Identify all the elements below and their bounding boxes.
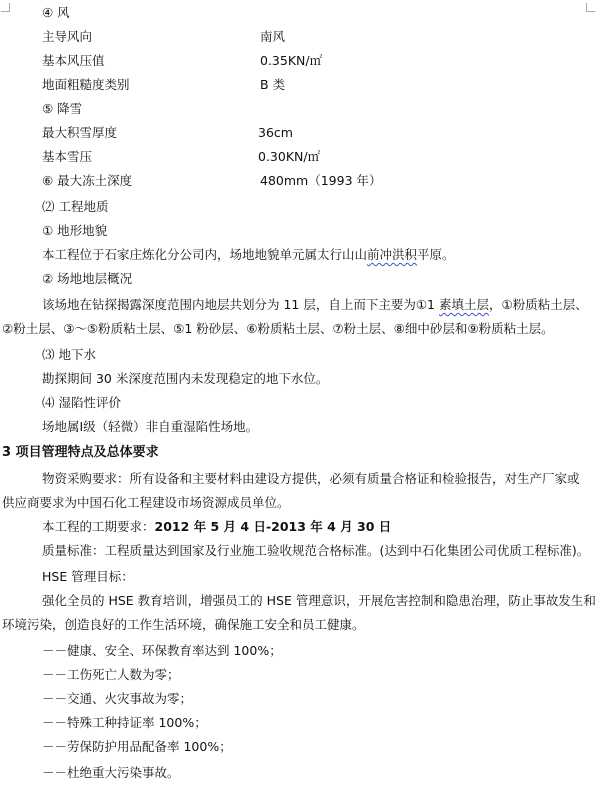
target-item	[0, 736, 598, 758]
snow-pressure-value: 0.30KN/㎡	[258, 149, 321, 164]
strata-text-flagged: 素填土层	[439, 297, 490, 312]
strata-line-1	[0, 294, 598, 316]
schedule-value: 2012 年 5 月 4 日-2013 年 4 月 30 日	[154, 519, 392, 534]
hse-text-2: 环境污染，创造良好的工作生活环境，确保施工安全和员工健康。	[2, 617, 365, 632]
snow-depth-label: 最大积雪厚度	[42, 125, 118, 140]
target-text: －－健康、安全、环保教育率达到 100%；	[42, 643, 282, 658]
target-item	[0, 688, 598, 710]
roughness-label: 地面粗糙度类别	[42, 77, 130, 92]
strata-line-2	[0, 318, 598, 340]
geology-heading-line	[0, 196, 598, 218]
target-text: －－交通、火灾事故为零；	[42, 691, 193, 706]
terrain-text-flagged: 前冲洪积	[367, 247, 418, 262]
wind-heading: ④ 风	[42, 5, 70, 20]
hse-line-2	[0, 614, 598, 636]
roughness-value: B 类	[260, 77, 286, 92]
collapsibility-heading-line	[0, 392, 598, 414]
wind-direction-label: 主导风向	[42, 29, 93, 44]
procurement-line-1	[0, 468, 598, 490]
collapsibility-text: 场地属Ⅰ级（轻微）非自重湿陷性场地。	[42, 419, 259, 434]
strata-heading: ② 场地地层概况	[42, 271, 133, 286]
frost-label: ⑥ 最大冻土深度	[42, 173, 133, 188]
target-item	[0, 712, 598, 734]
geology-heading: ⑵ 工程地质	[42, 199, 109, 214]
target-text: －－杜绝重大污染事故。	[42, 765, 180, 780]
schedule-label: 本工程的工期要求：	[42, 519, 155, 534]
groundwater-text-line	[0, 368, 598, 390]
schedule-line	[0, 516, 598, 538]
quality-line	[0, 540, 598, 562]
collapsibility-heading: ⑷ 湿陷性评价	[42, 395, 121, 410]
roughness-row	[0, 74, 598, 96]
snow-depth-row	[0, 122, 598, 144]
strata-text-part-c: ，①粉质粘土层、	[489, 297, 588, 312]
hse-line-1	[0, 590, 598, 612]
strata-text-1	[42, 297, 588, 312]
terrain-text	[42, 247, 455, 262]
wind-direction-value: 南风	[260, 29, 286, 44]
hse-text-1: 强化全员的 HSE 教育培训，增强员工的 HSE 管理意识，开展危害控制和隐患治理，防止事故发生和	[42, 593, 596, 608]
wind-heading-line	[0, 2, 598, 24]
procurement-text-1: 物资采购要求：所有设备和主要材料由建设方提供，必须有质量合格证和检验报告，对生产厂家或	[42, 471, 580, 486]
wind-direction-row	[0, 26, 598, 48]
terrain-heading: ① 地形地貌	[42, 223, 108, 238]
collapsibility-text-line	[0, 416, 598, 438]
target-item	[0, 640, 598, 662]
terrain-text-line	[0, 244, 598, 266]
wind-pressure-value: 0.35KN/㎡	[260, 53, 323, 68]
strata-text-2: ②粉土层、③～⑤粉质粘土层、⑤1 粉砂层、⑥粉质粘土层、⑦粉土层、⑧细中砂层和⑨粉质粘土层。	[2, 321, 554, 336]
schedule-text	[42, 519, 391, 534]
target-text: －－劳保防护用品配备率 100%；	[42, 739, 232, 754]
terrain-heading-line	[0, 220, 598, 242]
frost-value: 480mm（1993 年）	[260, 173, 382, 188]
hse-heading-line	[0, 566, 598, 588]
procurement-line-2	[0, 492, 598, 514]
strata-text-part-a: 该场地在钻探揭露深度范围内地层共划分为 11 层，自上而下主要为①1	[42, 297, 439, 312]
snow-pressure-row	[0, 146, 598, 168]
terrain-text-part-a: 本工程位于石家庄炼化分公司内，场地地貌单元属太行山山	[42, 247, 368, 262]
snow-heading: ⑤ 降雪	[42, 101, 83, 116]
strata-heading-line	[0, 268, 598, 290]
frost-row	[0, 170, 598, 192]
groundwater-heading: ⑶ 地下水	[42, 347, 96, 362]
target-text: －－特殊工种持证率 100%；	[42, 715, 207, 730]
groundwater-text: 勘探期间 30 米深度范围内未发现稳定的地下水位。	[42, 371, 329, 386]
snow-pressure-label: 基本雪压	[42, 149, 93, 164]
target-item	[0, 664, 598, 686]
terrain-text-part-c: 平原。	[417, 247, 455, 262]
procurement-text-2: 供应商要求为中国石化工程建设市场资源成员单位。	[2, 495, 290, 510]
section3-title: 3 项目管理特点及总体要求	[2, 445, 159, 460]
quality-text: 质量标准：工程质量达到国家及行业施工验收规范合格标准。(达到中石化集团公司优质工程标准)。	[42, 543, 590, 558]
section3-title-line	[0, 442, 598, 464]
target-text: －－工伤死亡人数为零；	[42, 667, 180, 682]
hse-heading: HSE 管理目标：	[42, 569, 134, 584]
wind-pressure-label: 基本风压值	[42, 53, 105, 68]
wind-pressure-row	[0, 50, 598, 72]
groundwater-heading-line	[0, 344, 598, 366]
snow-heading-line	[0, 98, 598, 120]
target-item	[0, 762, 598, 784]
snow-depth-value: 36cm	[258, 125, 293, 140]
